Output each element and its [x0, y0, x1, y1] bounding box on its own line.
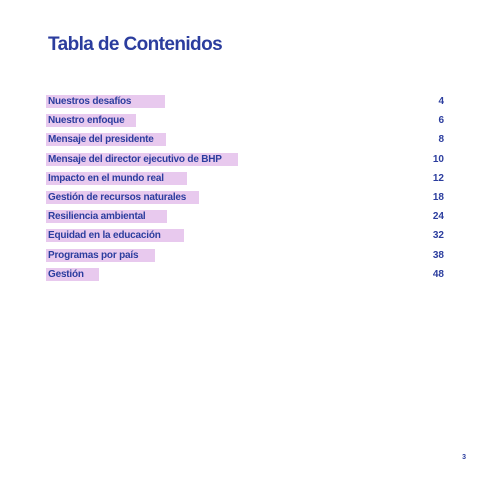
toc-entry-equidad-en-la-educacion[interactable] — [46, 227, 444, 246]
toc-entry-page[interactable]: 10 — [432, 153, 444, 165]
toc-entry-label[interactable]: Impacto en el mundo real — [46, 172, 187, 185]
toc-entry-page[interactable]: 38 — [432, 249, 444, 261]
toc-entry-resiliencia-ambiental[interactable] — [46, 208, 444, 227]
toc-entry-label[interactable]: Nuestro enfoque — [46, 114, 136, 127]
toc-entry-label[interactable]: Mensaje del director ejecutivo de BHP — [46, 153, 238, 166]
toc-entry-page[interactable]: 6 — [438, 115, 444, 127]
toc-entry-page[interactable]: 4 — [438, 96, 444, 107]
page-title: Tabla de Contenidos — [48, 34, 223, 55]
page-number: 3 — [462, 454, 466, 461]
toc-entry-label[interactable]: Equidad en la educación — [46, 229, 184, 242]
toc-entry-page[interactable]: 18 — [432, 191, 444, 203]
toc-entry-gestion[interactable] — [46, 266, 444, 285]
toc-entry-nuestro-enfoque[interactable] — [46, 112, 444, 131]
toc-entry-label[interactable]: Gestión — [46, 268, 99, 281]
toc-entry-impacto-en-el-mundo-real[interactable] — [46, 170, 444, 189]
toc-entry-label[interactable]: Mensaje del presidente — [46, 133, 166, 146]
toc-entry-mensaje-del-presidente[interactable] — [46, 131, 444, 150]
toc-entry-mensaje-del-director-ejecutivo[interactable] — [46, 151, 444, 170]
toc-entry-label[interactable]: Gestión de recursos naturales — [46, 191, 199, 204]
toc-entry-programas-por-pais[interactable] — [46, 247, 444, 266]
table-of-contents — [46, 93, 444, 285]
toc-entry-page[interactable]: 8 — [438, 134, 444, 146]
toc-entry-label[interactable]: Programas por país — [46, 249, 155, 262]
toc-entry-label[interactable]: Nuestros desafíos — [46, 95, 165, 108]
toc-entry-gestion-de-recursos-naturales[interactable] — [46, 189, 444, 208]
toc-entry-nuestros-desafios[interactable] — [46, 93, 444, 112]
toc-entry-page[interactable]: 32 — [432, 230, 444, 242]
toc-entry-page[interactable]: 48 — [432, 268, 444, 280]
toc-entry-label[interactable]: Resiliencia ambiental — [46, 210, 167, 223]
toc-entry-page[interactable]: 24 — [432, 211, 444, 223]
toc-entry-page[interactable]: 12 — [432, 172, 444, 184]
